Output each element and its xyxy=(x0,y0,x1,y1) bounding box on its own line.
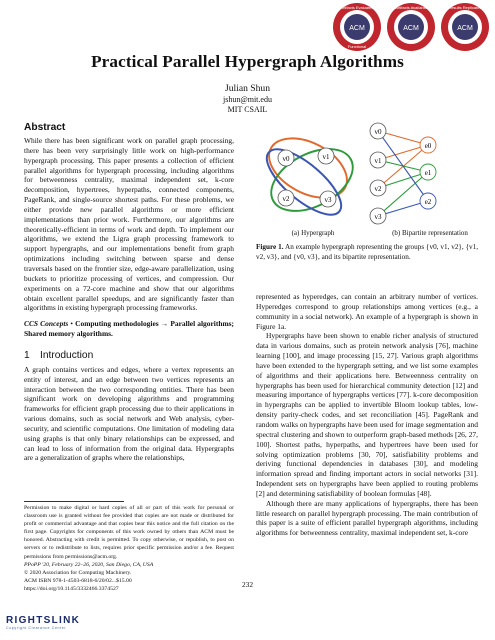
author-email: jshun@mit.edu xyxy=(223,95,272,104)
badge-label: Artifacts Evaluated xyxy=(340,5,374,10)
subcaption-hypergraph: (a) Hypergraph xyxy=(291,229,335,237)
author-affiliation: MIT CSAIL xyxy=(227,105,268,114)
right-paragraph-2: Hypergraphs have been shown to enable richer analysis of structured data in various domains, such as protein network analysis [76], machine learning [100], and image processing [15, 27]. Various graph algorithms have been extended to the hypergraph setting, and we list some examples of algorithms and their applications here. Betweenness centrality on hypergraphs has been used for hierarchical community detection [12] and measuring importance of hypergraphs vertices [77]. k-core decomposition in hypergraphs can be applied to invertible Bloom lookup tables, low-density parity-check codes, and set reconciliation [45]. PageRank and random walks on hypergraphs have been used for image segmentation and spectral clustering and shown to outperform graph-based methods [26, 27, 100]. Shortest paths, hyperpaths, and hypertrees have been used for solving optimization problems [30, 70], satisfiability problems and deriving functional dependencies in databases [30], and modeling information spread and finding important actors in social networks [31]. Independent sets on hypergraphs have been applied to routing problems [2] and determining satisfiability of boolean formulas [48]. xyxy=(256,331,478,498)
vertex-label: v3 xyxy=(324,196,332,204)
badge-sub: Functional xyxy=(347,44,367,49)
ccs-bullet: • xyxy=(70,319,74,329)
intro-text: A graph contains vertices and edges, where a vertex represents an entity of interest, and an edge between two vertices represents an interaction between the two corresponding entities. There has been significant work on developing algorithms and programming frameworks for efficient graph processing due to their applications in various domains, such as social network and Web analysis, cyber-security, and scientific computations. One limitation of modeling data using graphs is that only binary relationships can be expressed, and can lead to loss of information from the original data. Hypergraphs are a generalization of graphs where the relationships, xyxy=(24,364,234,463)
figure-caption-label: Figure 1. xyxy=(256,243,284,251)
figure-1 xyxy=(256,120,476,238)
ccs-label: CCS Concepts xyxy=(24,319,69,329)
logo-subtext: Copyright Clearance Center xyxy=(6,626,67,630)
artifact-badges xyxy=(330,2,495,54)
hyperedge-e2 xyxy=(257,139,351,226)
svg-text:ACM: ACM xyxy=(457,25,473,32)
left-column xyxy=(24,122,234,463)
figure-caption-text: An example hypergraph representing the groups {v0, v1, v2}, {v1, v2, v3}, and {v0, v3}, and its bipartite representation. xyxy=(256,243,479,261)
right-column xyxy=(256,292,478,538)
author-name: Julian Shun xyxy=(224,83,271,94)
svg-text:ACM: ACM xyxy=(403,25,419,32)
artifacts-evaluated-badge xyxy=(332,2,382,52)
figure-caption xyxy=(256,243,478,262)
intro-heading xyxy=(24,350,234,361)
bipartite-drawing xyxy=(370,123,436,224)
logo-text: RIGHTSLINK xyxy=(6,615,81,626)
ccs-arrow: → xyxy=(160,319,169,329)
hyperedge-e0 xyxy=(259,126,357,210)
permission-text: Permission to make digital or hard copies of all or part of this work for personal or classroom use is granted without fee provided that copies are not made or distributed for profit or commercial advantage and that copies bear this notice and the full citation on the first page. Copyrights for components of this work owned by others than ACM must be honored. Abstracting with credit is permitted. To copy otherwise, or republish, to post on servers or to redistribute to lists, requires prior specific permission and/or a fee. Request permissions from permissions@acm.org. xyxy=(24,505,234,560)
hypergraph-drawing xyxy=(257,126,363,225)
abstract-text: While there has been significant work on parallel graph processing, there has been very surprisingly little work on high-performance hypergraph processing. This paper presents a collection of efficient parallel algorithms for hypergraph processing, including algorithms for betweenness centrality, maximal independent set, k-core decomposition, hypertrees, hyperpaths, connected components, PageRank, and single-source shortest paths. For these problems, we either provide new parallel algorithms or more efficient implementations than prior work. Furthermore, our algorithms are theoretically-efficient in terms of work and depth. To implement our algorithms, we extend the Ligra graph processing framework to support hypergraphs, and our implementations benefit from graph optimizations including switching between sparse and dense traversals based on the frontier size, edge-aware parallelization, using buckets to prioritize processing of vertices, and compression. Our experiments on a 72-core machine and show that our algorithms obtain excellent parallel speedups, and are significantly faster than algorithms in existing hypergraph processing frameworks. xyxy=(24,136,234,313)
artifacts-available-badge xyxy=(386,2,436,52)
section-number: 1 xyxy=(24,349,30,361)
badge-label: Artifacts Available xyxy=(395,5,427,10)
edge-label: e0 xyxy=(424,142,432,150)
results-replicated-badge xyxy=(440,2,490,52)
rightslink-logo xyxy=(6,615,114,639)
svg-text:ACM: ACM xyxy=(349,25,365,32)
edge-label: e2 xyxy=(424,198,432,206)
vertex-label: v2 xyxy=(282,195,290,203)
right-paragraph-1: represented as hyperedges, can contain an arbitrary number of vertices. Hyperedges correspond to group relationships among vertices (e.g., a community in a social network). An example of a hypergraph is shown in Figure 1a. xyxy=(256,292,478,331)
badge-label: Results Replicated xyxy=(448,5,482,10)
page-number: 232 xyxy=(241,580,254,589)
vertex-label: v1 xyxy=(374,157,382,165)
vertex-label: v1 xyxy=(322,153,330,161)
right-paragraph-3: Although there are many applications of hypergraphs, there has been little research on parallel hypergraph processing. The main contribution of this paper is a suite of efficient parallel hypergraph algorithms, including algorithms for betweenness centrality, maximal independent set, k-core xyxy=(256,498,478,538)
conference-line: PPoPP '20, February 22–26, 2020, San Diego, CA, USA xyxy=(24,561,154,568)
vertex-label: v0 xyxy=(374,128,382,136)
copyright-line: © 2020 Association for Computing Machinery. xyxy=(24,569,132,576)
paper-title: Practical Parallel Hypergraph Algorithms xyxy=(91,52,404,71)
footnote-rule xyxy=(24,501,124,502)
ccs-item-2: Parallel algorithms; Shared memory algorithms. xyxy=(24,319,235,339)
ccs-item-1: Computing methodologies xyxy=(75,319,159,329)
vertex-label: v3 xyxy=(374,213,382,221)
isbn-line: ACM ISBN 978-1-4503-6818-6/20/02...$15.00 xyxy=(24,577,132,584)
edge-label: e1 xyxy=(424,169,432,177)
doi-line: https://doi.org/10.1145/3332466.3374527 xyxy=(24,585,119,592)
vertex-label: v0 xyxy=(282,155,290,163)
subcaption-bipartite: (b) Bipartite representation xyxy=(392,229,468,237)
abstract-heading: Abstract xyxy=(24,122,66,133)
section-title: Introduction xyxy=(40,349,94,361)
vertex-label: v2 xyxy=(374,185,382,193)
ccs-concepts xyxy=(24,319,234,339)
